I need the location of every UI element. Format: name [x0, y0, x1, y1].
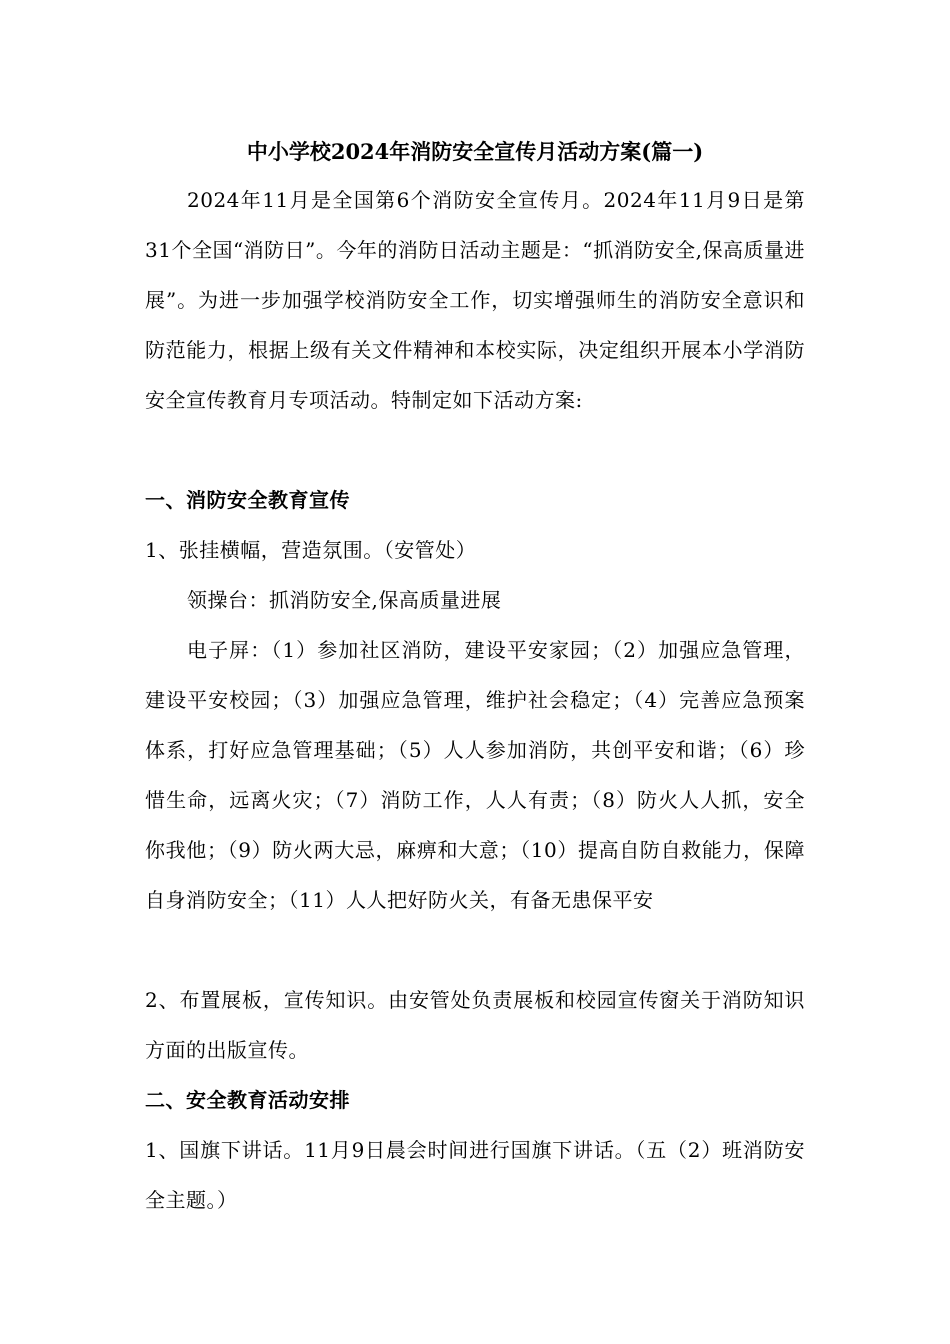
section1-item1: 1、张挂横幅，营造氛围。（安管处） — [145, 538, 477, 562]
section1-heading: 一、消防安全教育宣传 — [145, 488, 350, 512]
intro-paragraph: 2024年11月是全国第6个消防安全宣传月。2024年11月9日是第31个全国“消防日”。今年的消防日活动主题是：“抓消防安全,保高质量进展”。为进一步加强学校消防安全工作，切实增强师生的消防安全意识和防范能力，根据上级有关文件精神和本校实际，决定组织开展本小学消防安全宣传教育月专项活动。特制定如下活动方案: — [145, 188, 805, 412]
section1-podium-text: 领操台：抓消防安全,保高质量进展 — [187, 588, 502, 612]
document-title: 中小学校2024年消防安全宣传月活动方案(篇一) — [246, 139, 704, 164]
section2-item1: 1、国旗下讲话。11月9日晨会时间进行国旗下讲话。（五（2）班消防安全主题。） — [145, 1138, 805, 1212]
section1-screen-text: 电子屏：（1）参加社区消防，建设平安家园；（2）加强应急管理，建设平安校园；（3）加强应急管理，维护社会稳定；（4）完善应急预案体系，打好应急管理基础；（5）人人参加消防，共创平安和谐；（6）珍惜生命，远离火灾；（7）消防工作，人人有责；（8）防火人人抓，安全你我他；（9）防火两大忌，麻痹和大意；（10）提高自防自救能力，保障自身消防安全；（11）人人把好防火关，有备无患保平安 — [145, 638, 805, 912]
section2-heading: 二、安全教育活动安排 — [145, 1088, 350, 1112]
section1-item2: 2、布置展板，宣传知识。由安管处负责展板和校园宣传窗关于消防知识方面的出版宣传。 — [145, 988, 805, 1062]
